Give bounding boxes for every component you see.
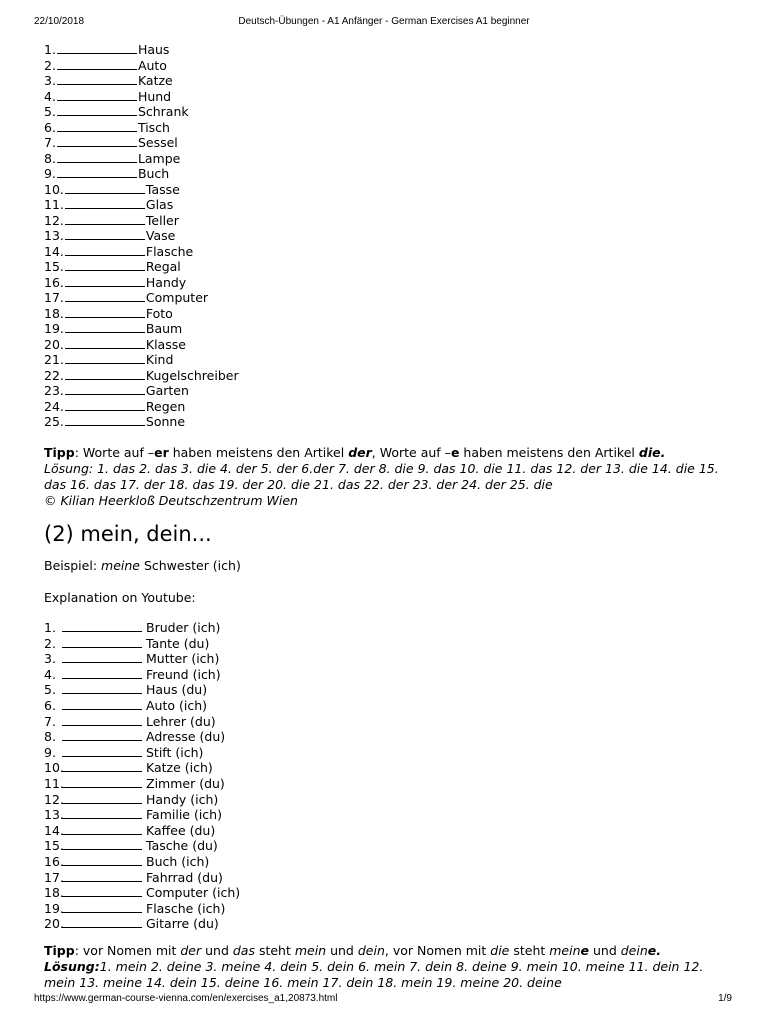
item-word: Sessel [137, 135, 178, 150]
item-word: Computer [145, 290, 209, 305]
solution-label: Lösung: [44, 959, 100, 974]
item-number: 5. [44, 682, 56, 698]
item-word: Lampe [137, 150, 181, 166]
item-number: 7. [44, 713, 56, 729]
list-item [44, 197, 239, 213]
item-number: 6. [44, 119, 56, 135]
list-item [44, 792, 240, 808]
list-item [44, 182, 239, 198]
answer-blank[interactable] [65, 244, 145, 256]
item-number: 8. [44, 729, 56, 745]
tip-article-die: die [490, 943, 510, 958]
item-number: 20. [44, 916, 64, 932]
page-url: https://www.german-course-vienna.com/en/exercises_a1,20873.html [34, 993, 338, 1004]
example-rest: Schwester (ich) [139, 558, 241, 573]
answer-blank[interactable] [62, 854, 142, 866]
exercise1-solution-block [44, 461, 734, 509]
list-item [44, 166, 239, 182]
item-number: 15. [44, 838, 64, 854]
item-number: 22. [44, 367, 64, 383]
item-number: 13. [44, 807, 64, 823]
tip-label: Tipp [44, 943, 75, 958]
copyright: © Kilian Heerkloß Deutschzentrum Wien [44, 493, 298, 508]
tip-word-deine: dein [620, 943, 648, 958]
list-item [44, 352, 239, 368]
answer-blank[interactable] [62, 651, 142, 663]
tip-text: haben meistens den Artikel [168, 445, 349, 460]
item-word: Foto [145, 305, 173, 321]
answer-blank[interactable] [62, 838, 142, 850]
item-number: 21. [44, 352, 64, 367]
item-word: Tisch [137, 119, 170, 135]
item-word: Baum [145, 321, 183, 336]
item-number: 15. [44, 259, 64, 274]
item-number: 6. [44, 697, 56, 713]
item-word: Tasse [145, 181, 180, 197]
list-item [44, 682, 240, 698]
item-number: 4. [44, 88, 56, 104]
item-number: 12. [44, 212, 64, 228]
item-word: Kind [145, 352, 174, 367]
tip-article-das: das [232, 943, 255, 958]
tip-word-mein: mein [294, 943, 327, 958]
list-item [44, 120, 239, 136]
answer-blank[interactable] [65, 275, 145, 287]
list-item [44, 259, 239, 275]
item-word: Stift (ich) [146, 744, 204, 760]
list-item [44, 414, 239, 430]
item-number: 8. [44, 150, 56, 166]
exercise2-solution: 1. mein 2. deine 3. meine 4. dein 5. dein 6. mein 7. dein 8. deine 9. mein 10. meine 11. dein 12. mein 13. meine 14. dein 15. deine 16. mein 17. dein 18. mein 19. meine 20. deine [44, 959, 704, 990]
answer-blank[interactable] [62, 885, 142, 897]
item-word: Zimmer (du) [146, 775, 225, 791]
item-word: Handy [145, 274, 187, 290]
item-word: Katze (ich) [146, 760, 213, 776]
tip-word-meine: mein [549, 943, 581, 958]
exercise1-tip [44, 445, 734, 461]
answer-blank[interactable] [65, 352, 145, 364]
item-word: Sonne [145, 414, 186, 429]
list-item [44, 104, 239, 120]
item-number: 16. [44, 853, 64, 869]
list-item [44, 151, 239, 167]
answer-blank[interactable] [65, 383, 145, 395]
list-item [44, 838, 240, 854]
item-word: Kaffee (du) [146, 822, 216, 838]
item-word: Handy (ich) [146, 791, 219, 807]
item-word: Regal [145, 259, 181, 274]
item-number: 24. [44, 398, 64, 414]
list-item [44, 745, 240, 761]
example-line [44, 558, 241, 573]
tip-article-der: der [348, 445, 372, 460]
answer-blank[interactable] [65, 213, 145, 225]
item-number: 1. [44, 42, 56, 57]
list-item [44, 399, 239, 415]
item-word: Auto [137, 57, 167, 73]
tip-ending-e: e. [647, 943, 661, 958]
item-number: 18. [44, 305, 64, 321]
tip-text: : Worte auf – [74, 445, 155, 460]
item-number: 9. [44, 744, 56, 760]
item-word: Computer (ich) [146, 885, 241, 901]
page-number: 1/9 [718, 993, 732, 1004]
item-word: Bruder (ich) [146, 620, 221, 635]
answer-blank[interactable] [62, 682, 142, 694]
item-word: Hund [137, 88, 172, 104]
list-item [44, 667, 240, 683]
item-number: 10. [44, 760, 64, 776]
tip-text: und [589, 943, 621, 958]
list-item [44, 321, 239, 337]
item-number: 25. [44, 414, 64, 429]
list-item [44, 383, 239, 399]
item-word: Haus [137, 42, 170, 57]
tip-text: steht [509, 943, 550, 958]
answer-blank[interactable] [57, 151, 137, 163]
exercise1-list [44, 42, 239, 430]
answer-blank[interactable] [65, 414, 145, 426]
page-title: Deutsch-Übungen - A1 Anfänger - German Exercises A1 beginner [238, 16, 530, 27]
answer-blank[interactable] [65, 197, 145, 209]
item-number: 16. [44, 274, 64, 290]
tip-article-der: der [180, 943, 202, 958]
list-item [44, 213, 239, 229]
item-number: 3. [44, 73, 56, 88]
item-number: 18. [44, 885, 64, 901]
item-word: Gitarre (du) [146, 916, 219, 932]
item-number: 23. [44, 383, 64, 398]
list-item [44, 306, 239, 322]
answer-blank[interactable] [65, 337, 145, 349]
answer-blank[interactable] [57, 166, 137, 178]
list-item [44, 870, 240, 886]
answer-blank[interactable] [62, 745, 142, 757]
item-number: 14. [44, 243, 64, 259]
list-item [44, 58, 239, 74]
item-number: 12. [44, 791, 64, 807]
answer-blank[interactable] [57, 135, 137, 147]
item-word: Lehrer (du) [146, 713, 216, 729]
item-number: 10. [44, 181, 64, 197]
tip-text: , vor Nomen mit [384, 943, 491, 958]
item-word: Kugelschreiber [145, 367, 239, 383]
list-item [44, 228, 239, 244]
list-item [44, 901, 240, 917]
answer-blank[interactable] [57, 58, 137, 70]
answer-blank[interactable] [65, 290, 145, 302]
item-word: Tante (du) [146, 635, 210, 651]
list-item [44, 89, 239, 105]
item-word: Flasche (ich) [146, 900, 226, 916]
list-item [44, 620, 240, 636]
section-heading: (2) mein, dein... [44, 522, 212, 546]
answer-blank[interactable] [62, 620, 142, 632]
tip-label: Tipp [44, 445, 75, 460]
item-word: Vase [145, 228, 176, 243]
answer-blank[interactable] [62, 776, 142, 788]
example-word: meine [101, 558, 140, 573]
tip-text: steht [254, 943, 295, 958]
item-word: Teller [145, 212, 179, 228]
tip-text: : vor Nomen mit [74, 943, 181, 958]
list-item [44, 135, 239, 151]
answer-blank[interactable] [62, 698, 142, 710]
list-item [44, 651, 240, 667]
youtube-explanation: Explanation on Youtube: [44, 590, 196, 605]
item-number: 17. [44, 290, 64, 305]
exercise2-tip [44, 943, 734, 959]
list-item [44, 290, 239, 306]
item-number: 11. [44, 775, 64, 791]
answer-blank[interactable] [62, 870, 142, 882]
answer-blank[interactable] [62, 714, 142, 726]
list-item [44, 368, 239, 384]
item-number: 20. [44, 336, 64, 352]
list-item [44, 807, 240, 823]
tip-word-dein: dein [357, 943, 385, 958]
item-word: Freund (ich) [146, 666, 221, 682]
item-number: 13. [44, 228, 64, 243]
item-word: Buch (ich) [146, 853, 210, 869]
exercise2-list [44, 620, 240, 932]
list-item [44, 714, 240, 730]
item-word: Regen [145, 398, 186, 414]
item-word: Adresse (du) [146, 729, 226, 745]
item-word: Auto (ich) [146, 697, 208, 713]
answer-blank[interactable] [62, 667, 142, 679]
item-number: 3. [44, 651, 56, 667]
answer-blank[interactable] [57, 120, 137, 132]
item-word: Haus (du) [146, 682, 208, 698]
answer-blank[interactable] [65, 182, 145, 194]
list-item [44, 636, 240, 652]
list-item [44, 42, 239, 58]
item-number: 7. [44, 135, 56, 150]
list-item [44, 729, 240, 745]
answer-blank[interactable] [57, 104, 137, 116]
tip-suffix-er: er [154, 445, 169, 460]
item-word: Flasche [145, 243, 194, 259]
answer-blank[interactable] [65, 399, 145, 411]
answer-blank[interactable] [57, 89, 137, 101]
list-item [44, 337, 239, 353]
item-number: 19. [44, 321, 64, 336]
answer-blank[interactable] [62, 807, 142, 819]
item-word: Garten [145, 383, 189, 398]
list-item [44, 760, 240, 776]
list-item [44, 275, 239, 291]
list-item [44, 776, 240, 792]
tip-suffix-e: e [450, 445, 460, 460]
answer-blank[interactable] [65, 368, 145, 380]
item-number: 2. [44, 635, 56, 651]
item-number: 5. [44, 104, 56, 119]
tip-text: und [201, 943, 233, 958]
list-item [44, 885, 240, 901]
answer-blank[interactable] [62, 636, 142, 648]
item-word: Buch [137, 166, 170, 181]
example-label: Beispiel: [44, 558, 102, 573]
item-word: Mutter (ich) [146, 651, 220, 667]
answer-blank[interactable] [65, 228, 145, 240]
item-number: 1. [44, 620, 56, 635]
print-date: 22/10/2018 [34, 16, 85, 27]
tip-text: und [326, 943, 358, 958]
tip-text: , Worte auf – [371, 445, 451, 460]
tip-ending-e: e [580, 943, 589, 958]
item-word: Katze [137, 73, 173, 88]
item-number: 11. [44, 197, 64, 212]
answer-blank[interactable] [62, 760, 142, 772]
answer-blank[interactable] [62, 823, 142, 835]
tip-text: haben meistens den Artikel [459, 445, 639, 460]
exercise1-solution: Lösung: 1. das 2. das 3. die 4. der 5. der 6.der 7. der 8. die 9. das 10. die 11. das 12. der 13. die 14. die 15. das 16. das 17. der 18. das 19. der 20. die 21. das 22. der 23. der 24. der 25. die [44, 461, 719, 492]
item-number: 2. [44, 57, 56, 73]
list-item [44, 73, 239, 89]
item-number: 4. [44, 666, 56, 682]
item-word: Fahrrad (du) [146, 869, 223, 885]
answer-blank[interactable] [65, 321, 145, 333]
tip-article-die: die. [638, 445, 666, 460]
answer-blank[interactable] [57, 73, 137, 85]
item-word: Schrank [137, 104, 189, 119]
item-number: 9. [44, 166, 56, 181]
item-number: 14. [44, 822, 64, 838]
answer-blank[interactable] [62, 792, 142, 804]
answer-blank[interactable] [65, 306, 145, 318]
answer-blank[interactable] [65, 259, 145, 271]
list-item [44, 823, 240, 839]
item-number: 19. [44, 900, 64, 916]
answer-blank[interactable] [62, 901, 142, 913]
exercise2-solution-block [44, 959, 734, 991]
list-item [44, 854, 240, 870]
item-word: Familie (ich) [146, 807, 222, 823]
answer-blank[interactable] [62, 729, 142, 741]
list-item [44, 244, 239, 260]
list-item [44, 916, 240, 932]
answer-blank[interactable] [62, 916, 142, 928]
item-number: 17. [44, 869, 64, 885]
item-word: Tasche (du) [146, 838, 218, 854]
item-word: Klasse [145, 336, 186, 352]
answer-blank[interactable] [57, 42, 137, 54]
list-item [44, 698, 240, 714]
item-word: Glas [145, 197, 174, 212]
